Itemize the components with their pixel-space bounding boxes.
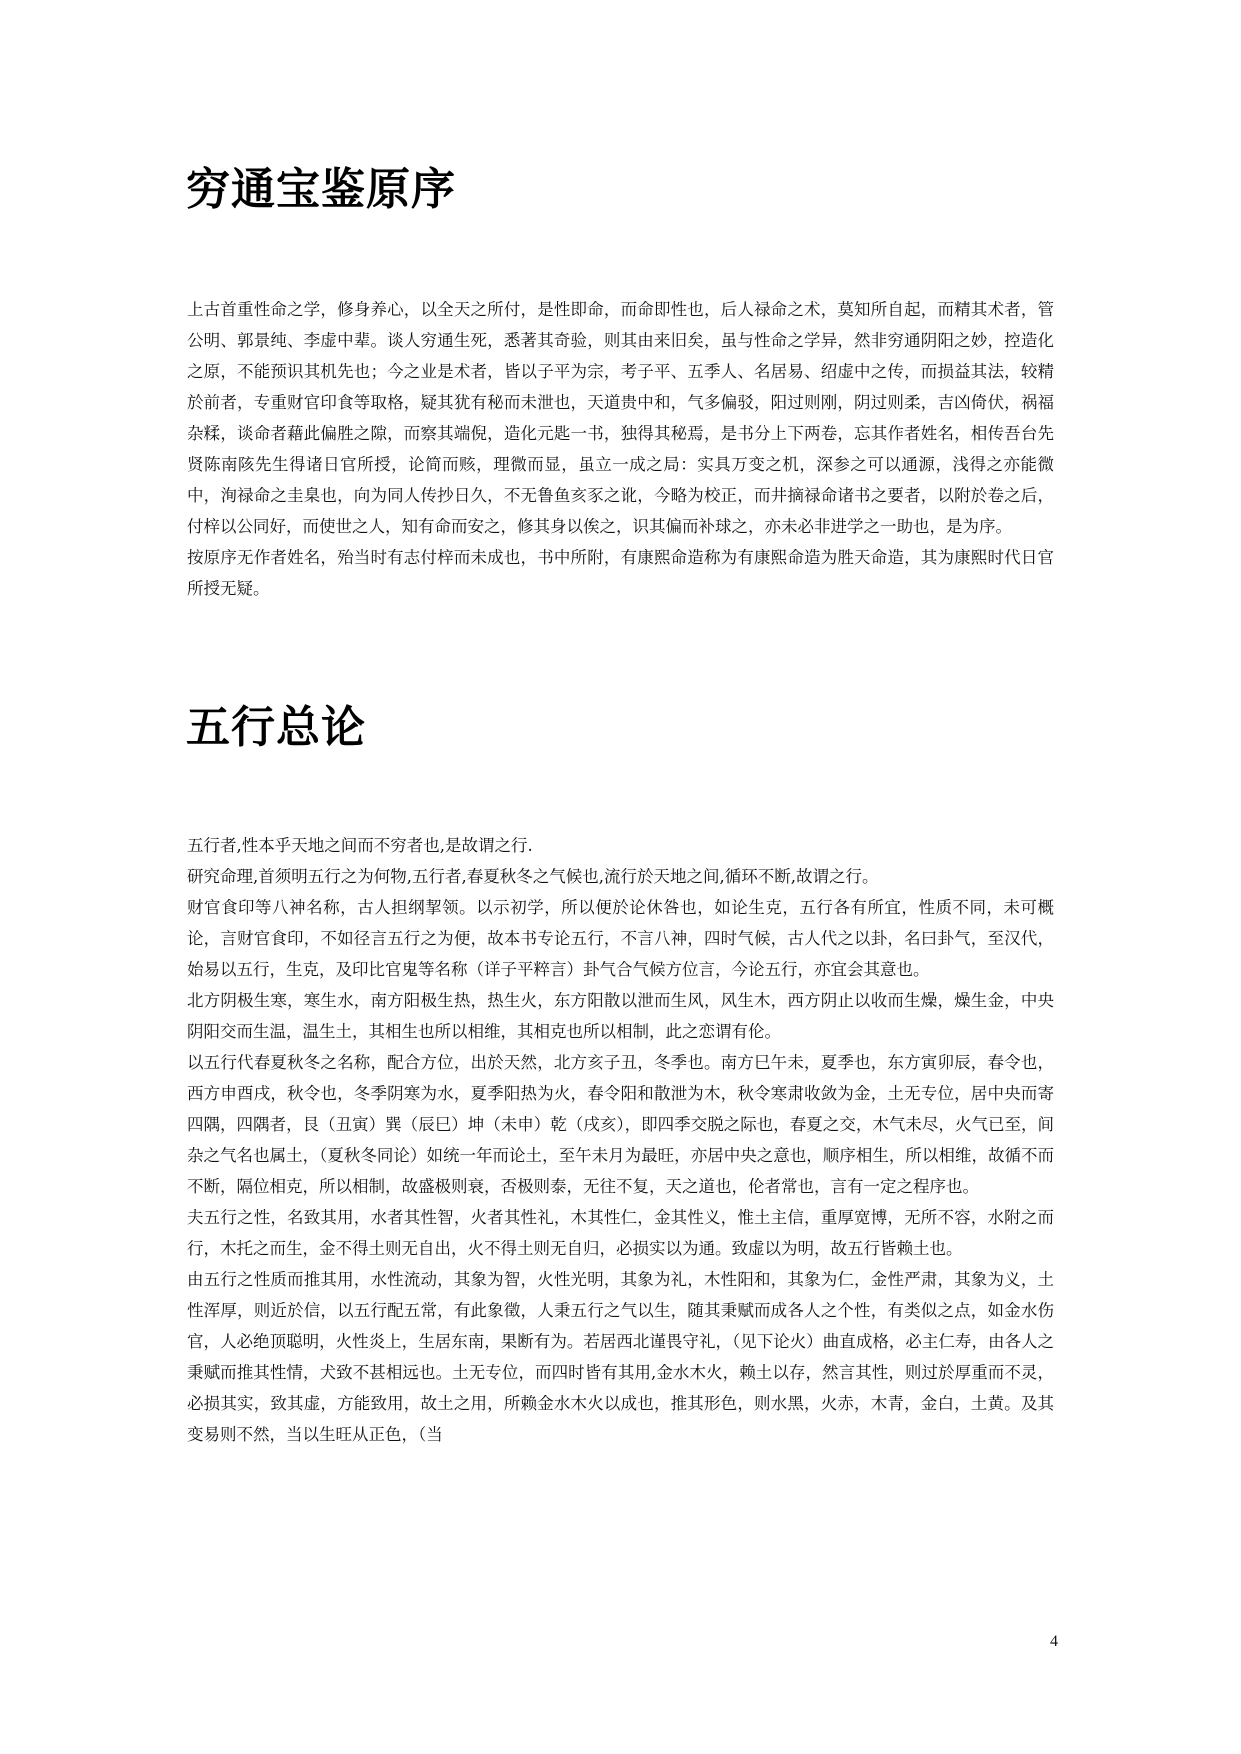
preface-body — [187, 294, 1054, 604]
paragraph: 财官食印等八神名称，古人担纲挈领。以示初学，所以便於论休咎也，如论生克，五行各有所宜，性质不同，未可概论，言财官食印，不如径言五行之为便，故本书专论五行，不言八神，四时气候，古人代之以卦，名曰卦气，至汉代，始易以五行，生克，及印比官鬼等名称（详子平粹言）卦气合气候方位言，今论五行，亦宜会其意也。 — [187, 898, 1054, 979]
page-number: 4 — [1050, 1633, 1058, 1650]
paragraph: 研究命理,首须明五行之为何物,五行者,春夏秋冬之气候也,流行於天地之间,循环不断,故谓之行。 — [187, 867, 879, 886]
paragraph: 由五行之性质而推其用，水性流动，其象为智，火性光明，其象为礼，木性阳和，其象为仁，金性严肃，其象为义，土性浑厚，则近於信，以五行配五常，有此象徵，人秉五行之气以生，随其秉赋而成各人之个性，有类似之点，如金水伤官，人必绝顶聪明，火性炎上，生居东南，果断有为。若居西北谨畏守礼，（见下论火）曲直成格，必主仁寿，由各人之秉赋而推其性情，犬致不甚相远也。土无专位，而四时皆有其用,金水木火，赖土以存，然言其性，则过於厚重而不灵，必损其实，致其虚，方能致用，故土之用，所赖金水木火以成也，推其形色，则水黑，火赤，木青，金白，土黄。及其变易则不然，当以生旺从正色，（当 — [187, 1270, 1054, 1444]
paragraph: 上古首重性命之学，修身养心，以全天之所付，是性即命，而命即性也，后人禄命之术，莫知所自起，而精其术者，管公明、郭景纯、李虚中辈。谈人穷通生死，悉著其奇验，则其由来旧矣，虽与性命之学异，然非穷通阴阳之妙，控造化之原，不能预识其机先也；今之业是术者，皆以子平为宗，考子平、五季人、名居易、绍虚中之传，而损益其法，较精於前者，专重财官印食等取格，疑其犹有秘而未泄也，天道贵中和，气多偏驳，阳过则刚，阴过则柔，吉凶倚伏，祸福杂糅，谈命者藉此偏胜之隙，而察其端倪，造化元匙一书，独得其秘焉，是书分上下两卷，忘其作者姓名，相传吾台先贤陈南陔先生得诸日官所授，论简而赅，理微而显，虽立一成之局：实具万变之机，深参之可以通源，浅得之亦能微中，洵禄命之圭臬也，向为同人传抄日久，不无鲁鱼亥豕之讹，今略为校正，而井摘禄命诸书之要者，以附於卷之后，付梓以公同好，而使世之人，知有命而安之，修其身以俟之，识其偏而补球之，亦未必非进学之一助也，是为序。 — [187, 300, 1054, 536]
wuxing-body — [187, 830, 1054, 1450]
paragraph: 以五行代春夏秋冬之名称，配合方位，出於天然，北方亥子丑，冬季也。南方巳午未，夏季也，东方寅卯辰，春令也，西方申酉戌，秋令也，冬季阴寒为水，夏季阳热为火，春令阳和散泄为木，秋令寒肃收敛为金，土无专位，居中央而寄四隅，四隅者，艮（丑寅）巽（辰巳）坤（未申）乾（戌亥），即四季交脱之际也，春夏之交，木气未尽，火气已至，间杂之气名也属土，（夏秋冬同论）如统一年而论土，至午未月为最旺，亦居中央之意也，顺序相生，所以相维，故循不而不断，隔位相克，所以相制，故盛极则衰，否极则泰，无往不复，天之道也，伦者常也，言有一定之程序也。 — [187, 1053, 1054, 1196]
section-heading-wuxing: 五行总论 — [186, 702, 366, 753]
paragraph: 按原序无作者姓名，殆当时有志付梓而未成也，书中所附，有康熙命造称为有康熙命造为胜天命造，其为康熙时代日官所授无疑。 — [187, 548, 1054, 598]
paragraph: 夫五行之性，名致其用，水者其性智，火者其性礼，木其性仁，金其性义，惟土主信，重厚宽博，无所不容，水附之而行，木托之而生，金不得土则无自出，火不得土则无自归，必损实以为通。致虚以为明，故五行皆赖土也。 — [187, 1208, 1054, 1258]
paragraph: 北方阴极生寒，寒生水，南方阳极生热，热生火，东方阳散以泄而生风，风生木，西方阴止以收而生燥，燥生金，中央阴阳交而生温，温生土，其相生也所以相维，其相克也所以相制，此之恋谓有伦。 — [187, 991, 1054, 1041]
section-heading-preface: 穷通宝鉴原序 — [186, 164, 456, 215]
paragraph: 五行者,性本乎天地之间而不穷者也,是故谓之行. — [187, 836, 533, 855]
